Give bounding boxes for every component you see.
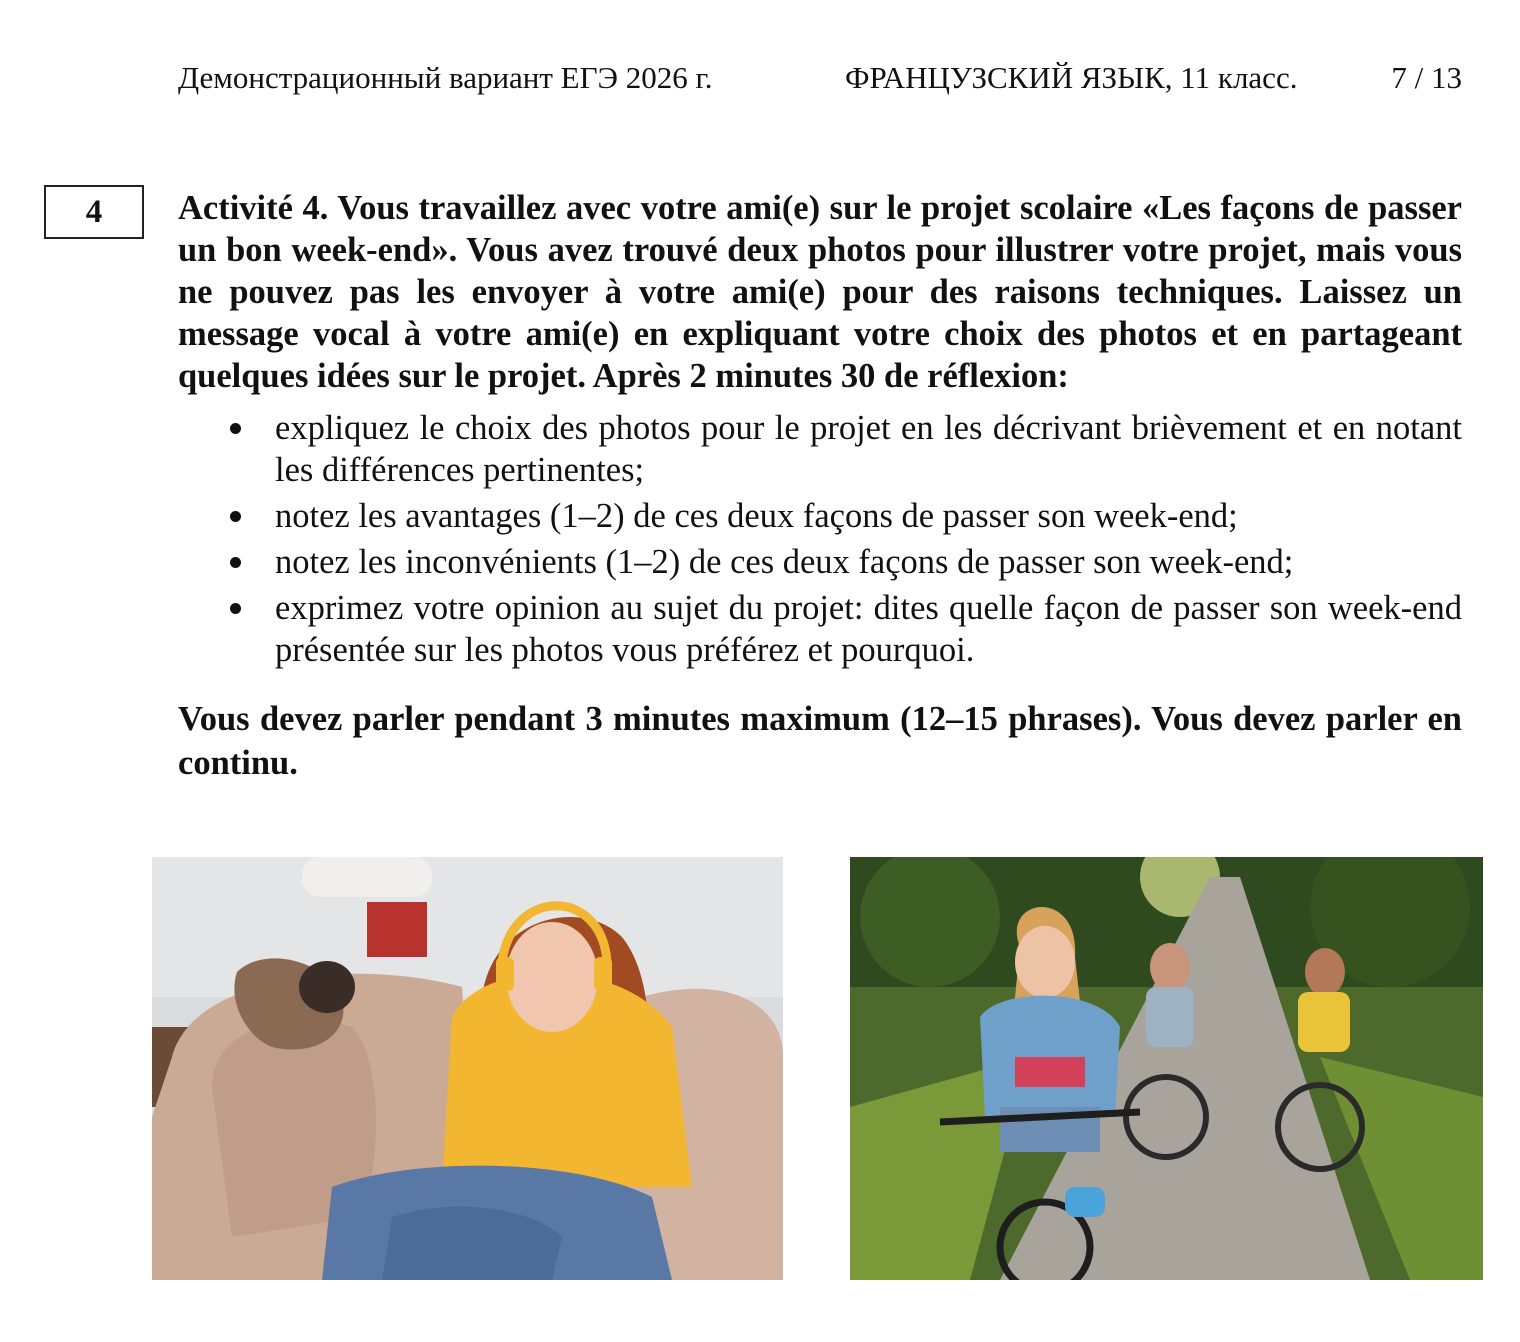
task-number-box xyxy=(44,185,144,239)
photo-girls-cycling xyxy=(850,857,1483,1280)
task-bullet-text: notez les avantages (1–2) de ces deux façons de passer son week-end; xyxy=(275,497,1238,535)
header-page-number: 7 / 13 xyxy=(1391,60,1462,95)
task-number: 4 xyxy=(85,193,103,230)
task-intro: Activité 4. Vous travaillez avec votre ami(e) sur le projet scolaire «Les façons de passer un bon week-end». Vous avez trouvé deux photos pour illustrer votre projet, mais vous ne pouvez pas les envoyer à votre ami(e) pour des raisons techniques. Laissez un message vocal à votre ami(e) en expliquant votre choix des photos et en partageant quelques idées sur le projet. Après 2 minutes 30 de réflexion: xyxy=(178,189,1462,395)
task-content xyxy=(178,187,1462,785)
task-bullet xyxy=(178,495,1462,537)
task-bullet-text: notez les inconvénients (1–2) de ces deux façons de passer son week-end; xyxy=(275,543,1294,581)
bullet-dot-icon xyxy=(230,423,241,434)
task-bullet-text: expliquez le choix des photos pour le projet en les décrivant brièvement et en notant les différences pertinentes; xyxy=(275,409,1462,489)
task-bullet-list xyxy=(178,407,1462,671)
bullet-dot-icon xyxy=(230,603,241,614)
photo-girls-cycling-image xyxy=(850,857,1483,1280)
task-bullet-text: exprimez votre opinion au sujet du projet: dites quelle façon de passer son week-end présentée sur les photos vous préférez et pourquoi. xyxy=(275,589,1462,669)
header-subject: ФРАНЦУЗСКИЙ ЯЗЫК, 11 класс. xyxy=(845,60,1298,95)
task-closing: Vous devez parler pendant 3 minutes maximum (12–15 phrases). Vous devez parler en continu. xyxy=(178,700,1462,782)
bullet-dot-icon xyxy=(230,557,241,568)
task-bullet xyxy=(178,587,1462,671)
photo-girl-sofa-cat-image xyxy=(152,857,783,1280)
task-bullet xyxy=(178,407,1462,491)
task-bullet xyxy=(178,541,1462,583)
photo-girl-sofa-cat xyxy=(152,857,783,1280)
header-exam-title: Демонстрационный вариант ЕГЭ 2026 г. xyxy=(178,60,713,95)
bullet-dot-icon xyxy=(230,511,241,522)
